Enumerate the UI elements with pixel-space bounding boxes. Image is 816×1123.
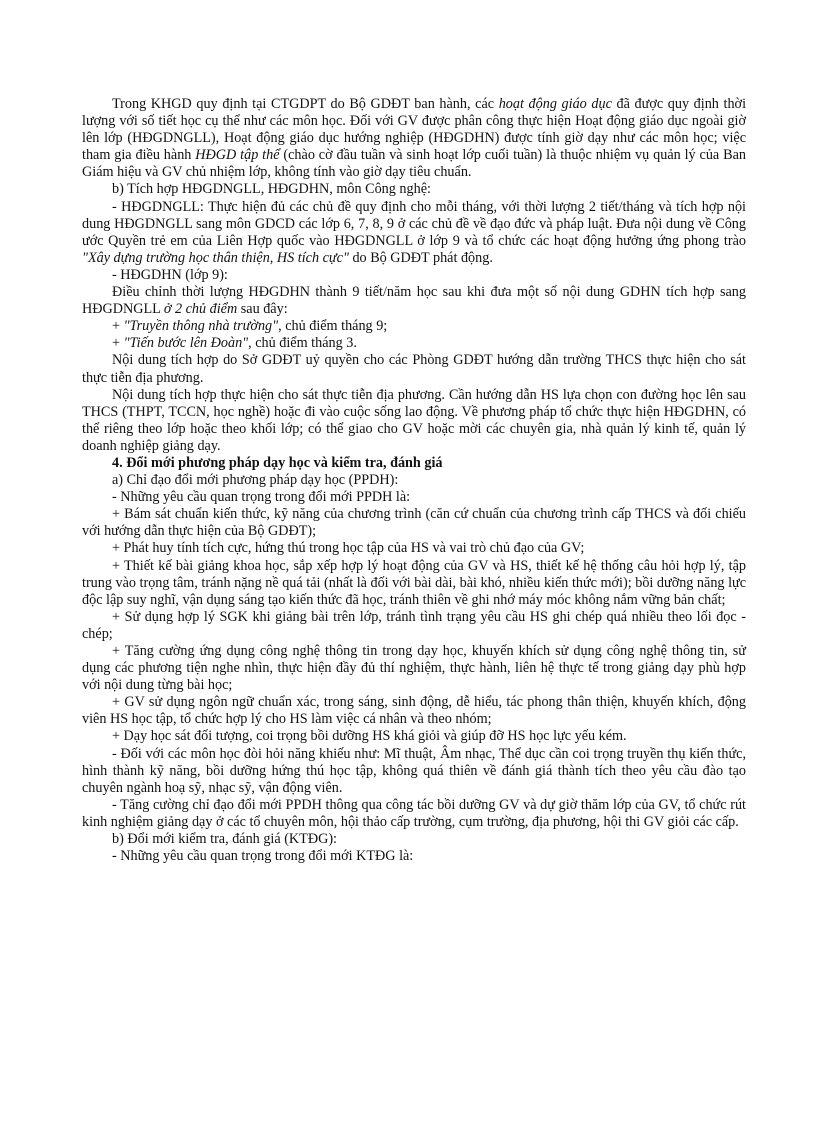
paragraph: + Phát huy tính tích cực, hứng thú trong học tập của HS và vai trò chủ đạo của GV; — [112, 540, 585, 557]
paragraph: + "Truyền thông nhà trường", chủ điểm tháng 9; — [112, 318, 388, 335]
paragraph: + Tăng cường ứng dụng công nghệ thông tin trong dạy học, khuyến khích sử dụng công nghệ thông tin, sử dụng các phương tiện nghe nhìn, thực hiện đầy đủ thí nghiệm, thực hành, liên hệ thực tế trong giảng dạy phù hợp với nội dung từng bài học; — [82, 643, 746, 694]
document-page — [82, 96, 746, 865]
paragraph: + Sử dụng hợp lý SGK khi giảng bài trên lớp, tránh tình trạng yêu cầu HS ghi chép quá nhiều theo lối đọc - chép; — [82, 608, 746, 642]
paragraph: - Những yêu cầu quan trọng trong đổi mới PPDH là: — [112, 489, 411, 506]
paragraph: b) Đổi mới kiểm tra, đánh giá (KTĐG): — [112, 831, 337, 848]
paragraph: + GV sử dụng ngôn ngữ chuẩn xác, trong sáng, sinh động, dễ hiểu, tác phong thân thiện, khuyến khích, động viên HS học tập, tổ chức hợp lý cho HS làm việc cá nhân và theo nhóm; — [82, 694, 746, 728]
paragraph: Nội dung tích hợp thực hiện cho sát thực tiễn địa phương. Cần hướng dẫn HS lựa chọn con đường học lên sau THCS (THPT, TCCN, học nghề) hoặc đi vào cuộc sống lao động. Về phương pháp tổ chức thực hiện HĐGDHN, có thể riêng theo lớp hoặc theo khối lớp; có thể giao cho GV hoặc mời các chuyên gia, nhà quản lý kinh tế, quản lý doanh nghiệp giảng dạy. — [82, 386, 746, 454]
paragraph: - HĐGDHN (lớp 9): — [112, 266, 228, 283]
paragraph: - Tăng cường chỉ đạo đổi mới PPDH thông qua công tác bồi dưỡng GV và dự giờ thăm lớp của GV, tổ chức rút kinh nghiệm giảng dạy ở các tổ chuyên môn, hội thảo cấp trường, cụm trường, địa phương, hội thi GV giỏi các cấp. — [82, 796, 746, 830]
paragraph: - HĐGDNGLL: Thực hiện đủ các chủ đề quy định cho mỗi tháng, với thời lượng 2 tiết/tháng và tích hợp nội dung HĐGDNGLL sang môn GDCD các lớp 6, 7, 8, 9 ở các chủ đề về đạo đức và pháp luật. Đưa nội dung về Công ước Quyền trẻ em của Liên Hợp quốc vào HĐGDNGLL ở lớp 9 và tổ chức các hoạt động hưởng ứng phong trào "Xây dựng trường học thân thiện, HS tích cực" do Bộ GDĐT phát động. — [82, 198, 746, 266]
paragraph: + Dạy học sát đối tượng, coi trọng bồi dưỡng HS khá giỏi và giúp đỡ HS học lực yếu kém. — [112, 728, 627, 745]
paragraph: + "Tiến bước lên Đoàn", chủ điểm tháng 3. — [112, 335, 357, 352]
paragraph: + Bám sát chuẩn kiến thức, kỹ năng của chương trình (căn cứ chuẩn của chương trình cấp THCS và đối chiếu với hướng dẫn thực hiện của Bộ GDĐT); — [82, 506, 746, 540]
paragraph: - Đối với các môn học đòi hỏi năng khiếu như: Mĩ thuật, Âm nhạc, Thể dục cần coi trọng truyền thụ kiến thức, hình thành kỹ năng, bồi dưỡng hứng thú học tập, không quá thiên về đánh giá thành tích theo yêu cầu đào tạo chuyên ngành hoạ sỹ, nhạc sỹ, vận động viên. — [82, 745, 746, 796]
paragraph: + Thiết kế bài giảng khoa học, sắp xếp hợp lý hoạt động của GV và HS, thiết kế hệ thống câu hỏi hợp lý, tập trung vào trọng tâm, tránh nặng nề quá tải (nhất là đối với bài dài, bài khó, nhiều kiến thức mới); bồi dưỡng năng lực độc lập suy nghĩ, vận dụng sáng tạo kiến thức đã học, tránh thiên về ghi nhớ máy móc không nắm vững bản chất; — [82, 557, 746, 608]
paragraph: Nội dung tích hợp do Sở GDĐT uỷ quyền cho các Phòng GDĐT hướng dẫn trường THCS thực hiện cho sát thực tiễn địa phương. — [82, 352, 746, 386]
paragraph: Điều chỉnh thời lượng HĐGDHN thành 9 tiết/năm học sau khi đưa một số nội dung GDHN tích hợp sang HĐGDNGLL ở 2 chủ điểm sau đây: — [82, 284, 746, 318]
paragraph: - Những yêu cầu quan trọng trong đổi mới KTĐG là: — [112, 848, 414, 865]
paragraph: a) Chỉ đạo đổi mới phương pháp dạy học (PPDH): — [112, 472, 399, 489]
paragraph: Trong KHGD quy định tại CTGDPT do Bộ GDĐT ban hành, các hoạt động giáo dục đã được quy định thời lượng với số tiết học cụ thể như các môn học. Đối với GV được phân công thực hiện Hoạt động giáo dục ngoài giờ lên lớp (HĐGDNGLL), Hoạt động giáo dục hướng nghiệp (HĐGDHN) được tính giờ dạy như các môn học; việc tham gia điều hành HĐGD tập thể (chào cờ đầu tuần và sinh hoạt lớp cuối tuần) là thuộc nhiệm vụ quản lý của Ban Giám hiệu và GV chủ nhiệm lớp, không tính vào giờ dạy tiêu chuẩn. — [82, 96, 747, 181]
paragraph: b) Tích hợp HĐGDNGLL, HĐGDHN, môn Công nghệ: — [112, 181, 431, 198]
section-heading: 4. Đổi mới phương pháp dạy học và kiểm tra, đánh giá — [112, 454, 443, 471]
